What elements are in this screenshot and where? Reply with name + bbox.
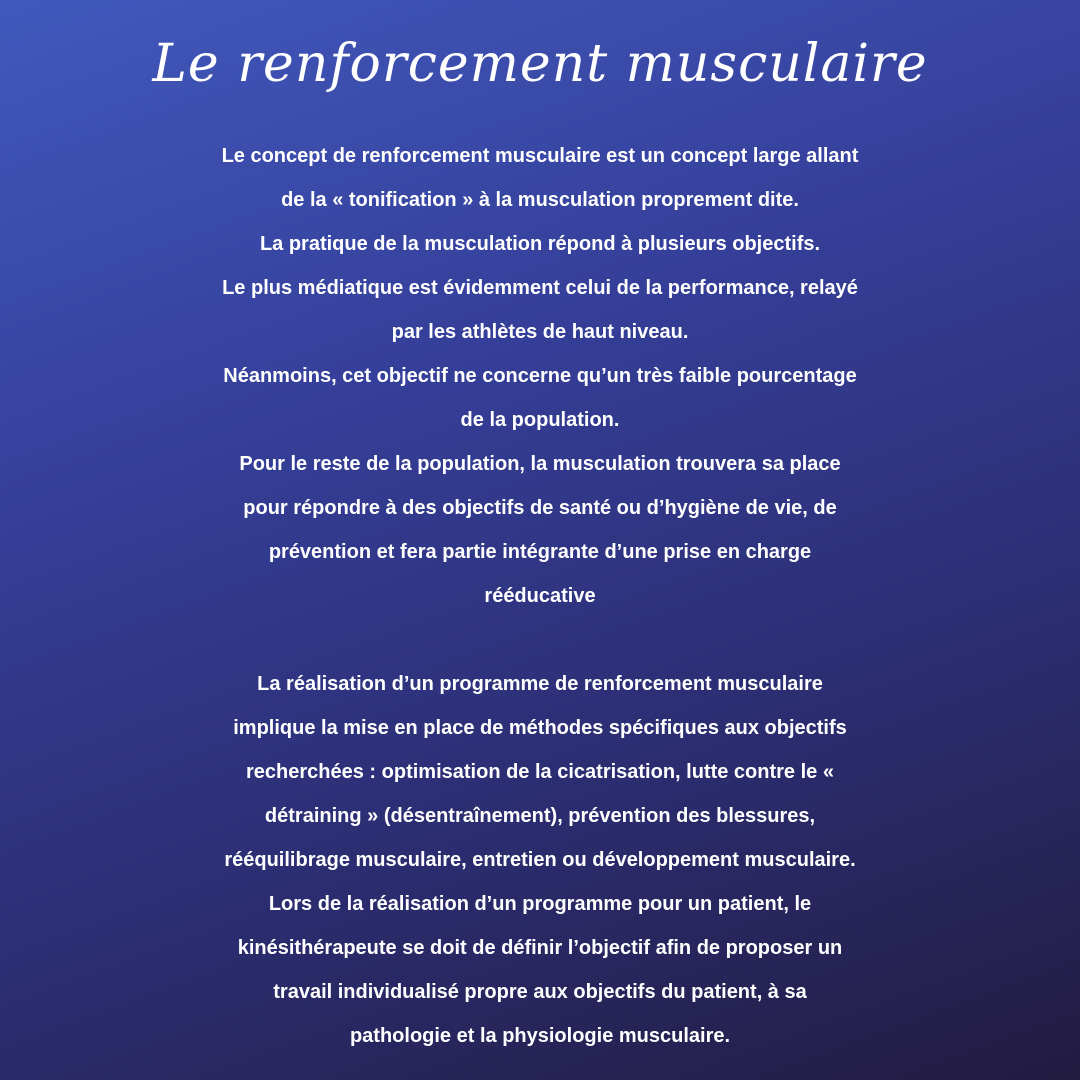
- page-title: Le renforcement musculaire: [152, 34, 928, 94]
- text-line: Lors de la réalisation d’un programme pour un patient, le: [268, 893, 812, 915]
- text-line: travail individualisé propre aux objectifs du patient, à sa: [273, 981, 807, 1003]
- text-line: kinésithérapeute se doit de définir l’objectif afin de proposer un: [237, 937, 843, 959]
- text-line: pathologie et la physiologie musculaire.: [349, 1025, 731, 1047]
- paragraph-program: [0, 662, 1080, 1058]
- paragraph-intro: [0, 134, 1080, 618]
- text-line: Le concept de renforcement musculaire est un concept large allant: [221, 145, 859, 167]
- text-line: La réalisation d’un programme de renforcement musculaire: [257, 673, 823, 695]
- text-line: de la population.: [460, 409, 620, 431]
- text-line: implique la mise en place de méthodes spécifiques aux objectifs: [233, 717, 847, 739]
- text-line: prévention et fera partie intégrante d’une prise en charge: [268, 541, 812, 563]
- text-line: détraining » (désentraînement), prévention des blessures,: [264, 805, 816, 827]
- text-line: de la « tonification » à la musculation proprement dite.: [281, 189, 799, 211]
- text-line: recherchées : optimisation de la cicatrisation, lutte contre le «: [246, 761, 834, 783]
- body-text: [0, 134, 1080, 1058]
- text-line: rééquilibrage musculaire, entretien ou développement musculaire.: [224, 849, 856, 871]
- text-line: La pratique de la musculation répond à plusieurs objectifs.: [259, 233, 821, 255]
- text-line: pour répondre à des objectifs de santé ou d’hygiène de vie, de: [243, 497, 837, 519]
- text-line: Pour le reste de la population, la musculation trouvera sa place: [239, 453, 841, 475]
- text-line: rééducative: [484, 585, 596, 607]
- text-line: Le plus médiatique est évidemment celui de la performance, relayé: [222, 277, 858, 299]
- paragraph-spacer: [0, 618, 1080, 662]
- text-line: Néanmoins, cet objectif ne concerne qu’un très faible pourcentage: [223, 365, 857, 387]
- text-line: par les athlètes de haut niveau.: [391, 321, 689, 343]
